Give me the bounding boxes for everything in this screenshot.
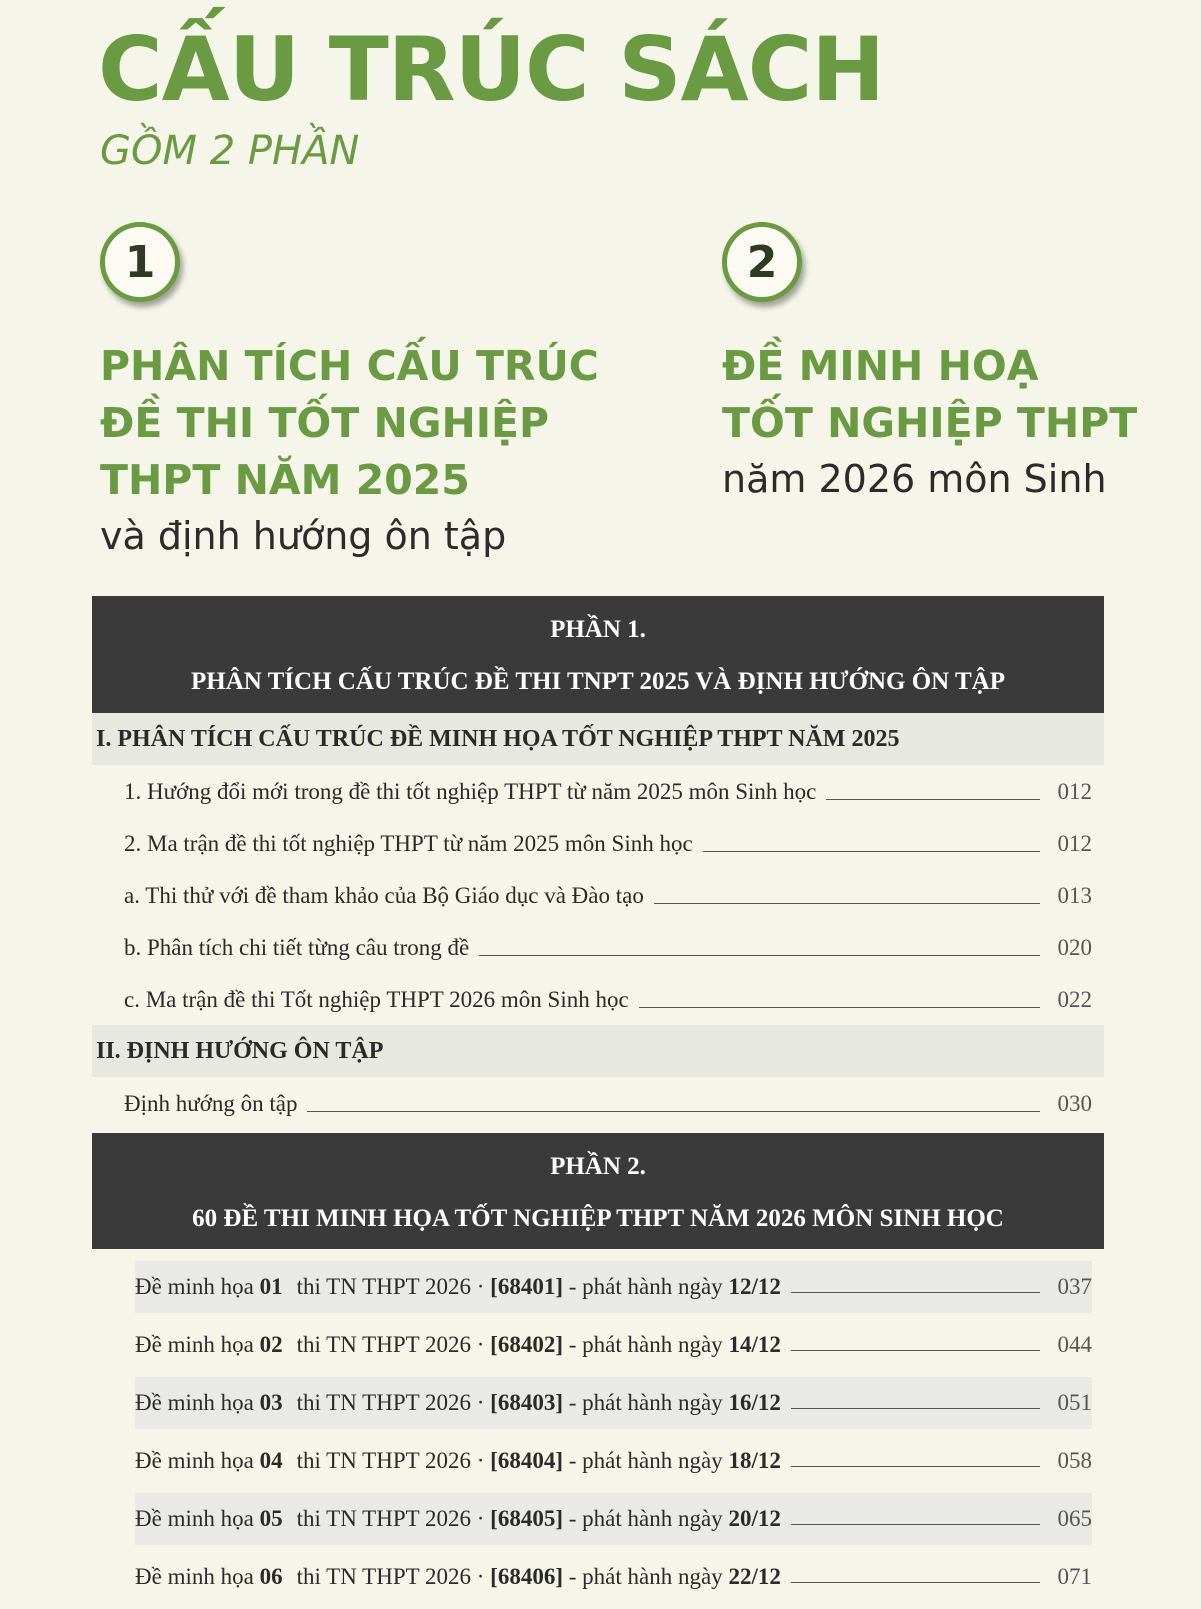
toc-entry-text: c. Ma trận đề thi Tốt nghiệp THPT 2026 môn Sinh học bbox=[124, 987, 629, 1012]
toc-leader-line bbox=[639, 1007, 1040, 1008]
exam-code: [68402] bbox=[490, 1332, 563, 1357]
page-title: CẤU TRÚC SÁCH bbox=[98, 18, 884, 121]
toc-entry[interactable] bbox=[92, 1077, 1104, 1129]
part-heading-line: PHÂN TÍCH CẤU TRÚC bbox=[100, 342, 599, 390]
exam-release-date: 12/12 bbox=[728, 1274, 781, 1299]
toc-page-number: 020 bbox=[1057, 935, 1092, 960]
toc-leader-line bbox=[307, 1111, 1040, 1112]
exam-release-date: 16/12 bbox=[728, 1390, 781, 1415]
toc-entry[interactable] bbox=[92, 973, 1104, 1025]
exam-prefix: Đề minh họa bbox=[135, 1390, 254, 1415]
toc-part-label: PHẦN 2. bbox=[550, 1153, 646, 1180]
toc-part-label: PHẦN 1. bbox=[550, 616, 646, 643]
exam-description: thi TN THPT 2026 · bbox=[296, 1332, 485, 1357]
toc-page-number: 022 bbox=[1057, 987, 1092, 1012]
toc-entry[interactable] bbox=[92, 817, 1104, 869]
toc-part-1-header bbox=[92, 596, 1104, 713]
exam-description: thi TN THPT 2026 · bbox=[296, 1448, 485, 1473]
part-heading-line: THPT NĂM 2025 bbox=[100, 456, 470, 504]
toc-entry[interactable] bbox=[92, 869, 1104, 921]
toc-section-heading: I. PHÂN TÍCH CẤU TRÚC ĐỀ MINH HỌA TỐT NGHIỆP THPT NĂM 2025 bbox=[92, 713, 1104, 765]
part-1-heading bbox=[100, 338, 599, 509]
exam-number: 06 bbox=[259, 1564, 283, 1589]
exam-prefix: Đề minh họa bbox=[135, 1506, 254, 1531]
part-heading-line: TỐT NGHIỆP THPT bbox=[722, 399, 1138, 447]
toc-leader-line bbox=[654, 903, 1040, 904]
toc-page-number: 044 bbox=[1057, 1332, 1092, 1357]
toc-page-number: 051 bbox=[1057, 1390, 1092, 1415]
exam-release-label: - phát hành ngày bbox=[568, 1564, 723, 1589]
toc-entry-text: Định hướng ôn tập bbox=[124, 1091, 298, 1116]
exam-code: [68401] bbox=[490, 1274, 563, 1299]
toc-page-number: 058 bbox=[1057, 1448, 1092, 1473]
toc-part-2-header bbox=[92, 1133, 1104, 1249]
exam-number: 01 bbox=[259, 1274, 283, 1299]
exam-entry[interactable] bbox=[135, 1551, 1092, 1603]
exam-prefix: Đề minh họa bbox=[135, 1332, 254, 1357]
exam-release-label: - phát hành ngày bbox=[568, 1332, 723, 1357]
exam-code: [68404] bbox=[490, 1448, 563, 1473]
exam-number: 02 bbox=[259, 1332, 283, 1357]
part-number-badge: 2 bbox=[722, 222, 802, 302]
exam-release-date: 18/12 bbox=[728, 1448, 781, 1473]
toc-entry-text: 1. Hướng đổi mới trong đề thi tốt nghiệp THPT từ năm 2025 môn Sinh học bbox=[124, 779, 817, 804]
part-2-subheading: năm 2026 môn Sinh bbox=[722, 457, 1107, 501]
exam-prefix: Đề minh họa bbox=[135, 1274, 254, 1299]
exam-description: thi TN THPT 2026 · bbox=[296, 1274, 485, 1299]
exam-number: 05 bbox=[259, 1506, 283, 1531]
exam-description: thi TN THPT 2026 · bbox=[296, 1390, 485, 1415]
toc-leader-line bbox=[791, 1524, 1040, 1525]
toc-page-number: 071 bbox=[1057, 1564, 1092, 1589]
exam-release-label: - phát hành ngày bbox=[568, 1448, 723, 1473]
exam-description: thi TN THPT 2026 · bbox=[296, 1564, 485, 1589]
exam-entry[interactable] bbox=[135, 1261, 1092, 1313]
toc-page-number: 012 bbox=[1057, 831, 1092, 856]
toc-page-number: 037 bbox=[1057, 1274, 1092, 1299]
toc-leader-line bbox=[479, 955, 1040, 956]
exam-code: [68406] bbox=[490, 1564, 563, 1589]
part-heading-line: ĐỀ THI TỐT NGHIỆP bbox=[100, 399, 550, 447]
exam-release-date: 14/12 bbox=[728, 1332, 781, 1357]
toc-page-number: 030 bbox=[1057, 1091, 1092, 1116]
exam-number: 03 bbox=[259, 1390, 283, 1415]
exam-entry[interactable] bbox=[135, 1435, 1092, 1487]
exam-number: 04 bbox=[259, 1448, 283, 1473]
toc-part-title: PHÂN TÍCH CẤU TRÚC ĐỀ THI TNPT 2025 VÀ ĐỊNH HƯỚNG ÔN TẬP bbox=[190, 668, 1005, 695]
exam-description: thi TN THPT 2026 · bbox=[296, 1506, 485, 1531]
exam-code: [68403] bbox=[490, 1390, 563, 1415]
toc-leader-line bbox=[791, 1292, 1040, 1293]
exam-entry[interactable] bbox=[135, 1493, 1092, 1545]
toc-leader-line bbox=[791, 1408, 1040, 1409]
exam-release-date: 22/12 bbox=[728, 1564, 781, 1589]
exam-prefix: Đề minh họa bbox=[135, 1448, 254, 1473]
exam-release-label: - phát hành ngày bbox=[568, 1274, 723, 1299]
exam-release-label: - phát hành ngày bbox=[568, 1390, 723, 1415]
part-1-subheading: và định hướng ôn tập bbox=[100, 514, 507, 558]
toc-entry[interactable] bbox=[92, 765, 1104, 817]
toc-leader-line bbox=[791, 1466, 1040, 1467]
part-number-badge: 1 bbox=[100, 222, 180, 302]
toc-leader-line bbox=[791, 1350, 1040, 1351]
part-2-summary bbox=[722, 222, 1137, 506]
part-1-summary bbox=[100, 222, 599, 563]
toc-page-number: 012 bbox=[1057, 779, 1092, 804]
toc-leader-line bbox=[703, 851, 1040, 852]
toc-entry[interactable] bbox=[92, 921, 1104, 973]
toc-entry-text: b. Phân tích chi tiết từng câu trong đề bbox=[124, 935, 470, 960]
toc-leader-line bbox=[826, 799, 1040, 800]
toc-page-number: 013 bbox=[1057, 883, 1092, 908]
part-heading-line: ĐỀ MINH HOẠ bbox=[722, 342, 1039, 390]
toc-entry-text: a. Thi thử với đề tham khảo của Bộ Giáo dục và Đào tạo bbox=[124, 883, 644, 908]
exam-release-label: - phát hành ngày bbox=[568, 1506, 723, 1531]
exam-entry[interactable] bbox=[135, 1319, 1092, 1371]
page-subtitle: GỒM 2 PHẦN bbox=[100, 128, 360, 174]
table-of-contents bbox=[92, 596, 1104, 1609]
toc-entry-text: 2. Ma trận đề thi tốt nghiệp THPT từ năm 2025 môn Sinh học bbox=[124, 831, 693, 856]
exam-release-date: 20/12 bbox=[728, 1506, 781, 1531]
toc-part-title: 60 ĐỀ THI MINH HỌA TỐT NGHIỆP THPT NĂM 2026 MÔN SINH HỌC bbox=[192, 1205, 1004, 1232]
exam-entry[interactable] bbox=[135, 1377, 1092, 1429]
toc-leader-line bbox=[791, 1582, 1040, 1583]
exam-prefix: Đề minh họa bbox=[135, 1564, 254, 1589]
exam-code: [68405] bbox=[490, 1506, 563, 1531]
toc-page-number: 065 bbox=[1057, 1506, 1092, 1531]
part-2-heading bbox=[722, 338, 1137, 452]
toc-section-heading: II. ĐỊNH HƯỚNG ÔN TẬP bbox=[92, 1025, 1104, 1077]
